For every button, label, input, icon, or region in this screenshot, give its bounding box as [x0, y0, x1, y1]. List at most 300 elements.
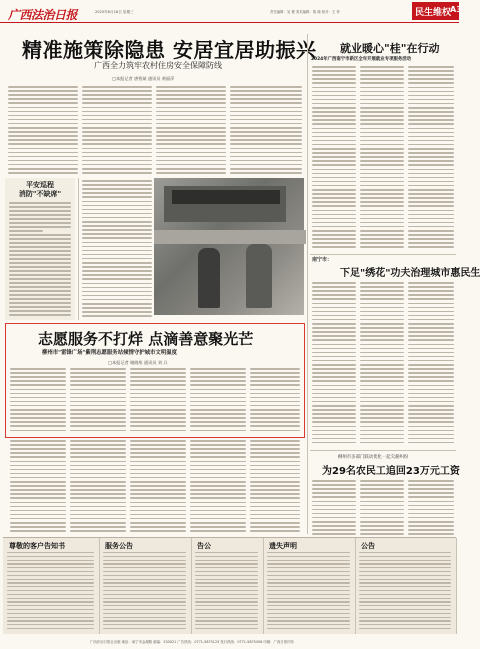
text-line [8, 98, 78, 100]
text-line [408, 294, 454, 296]
text-line [9, 262, 71, 264]
text-line [359, 613, 451, 614]
text-line [312, 181, 356, 183]
text-line [312, 230, 356, 232]
text-line [408, 529, 454, 531]
text-line [195, 582, 258, 583]
text-line [408, 74, 454, 76]
text-line [103, 617, 186, 618]
text-line [70, 368, 126, 370]
text-line [408, 103, 454, 105]
text-line [267, 567, 350, 568]
text-line [408, 303, 454, 305]
text-line [82, 139, 152, 141]
text-line [8, 123, 78, 125]
text-line [408, 505, 454, 507]
text-line [156, 152, 226, 154]
text-line [82, 172, 152, 174]
text-line [7, 556, 94, 557]
text-line [103, 609, 186, 610]
text-line [103, 582, 186, 583]
text-line [130, 440, 186, 442]
text-line [10, 485, 66, 487]
text-line [70, 493, 126, 495]
text-line [267, 586, 350, 587]
text-line [82, 242, 152, 244]
text-line [70, 456, 126, 458]
text-line [190, 444, 246, 446]
text-line [360, 323, 404, 325]
text-line [360, 201, 404, 203]
text-line [130, 409, 186, 411]
text-line [312, 205, 356, 207]
text-line [156, 86, 226, 88]
text-line [9, 266, 71, 268]
text-line [82, 115, 152, 117]
text-line [156, 164, 226, 166]
text-line [312, 103, 356, 105]
text-line [359, 556, 451, 557]
text-line [190, 506, 246, 508]
text-line [250, 473, 300, 475]
text-line [408, 331, 454, 333]
text-line [82, 246, 152, 248]
text-line [156, 102, 226, 104]
text-line [408, 323, 454, 325]
text-line [190, 465, 246, 467]
text-line [408, 480, 454, 482]
text-line [360, 246, 404, 248]
text-line [408, 87, 454, 89]
text-line [408, 517, 454, 519]
text-line [408, 99, 454, 101]
text-line [195, 560, 258, 561]
text-line [267, 579, 350, 580]
text-line [70, 380, 126, 382]
text-line [312, 405, 356, 407]
text-line [10, 444, 66, 446]
text-line [103, 628, 186, 629]
text-line [408, 82, 454, 84]
text-line [10, 502, 66, 504]
text-line [360, 82, 404, 84]
text-line [190, 430, 246, 432]
text-line [408, 115, 454, 117]
text-line [250, 506, 300, 508]
text-line [250, 380, 300, 382]
text-line [190, 421, 246, 423]
section-badge [412, 2, 462, 20]
text-line [10, 413, 66, 415]
text-line [70, 526, 126, 528]
text-line [70, 430, 126, 432]
text-line [312, 99, 356, 101]
text-line [195, 563, 258, 564]
text-line [103, 613, 186, 614]
text-line [82, 233, 152, 235]
text-line [82, 213, 152, 215]
text-line [360, 480, 404, 482]
text-line [360, 335, 404, 337]
text-line [9, 278, 71, 280]
text-line [70, 452, 126, 454]
text-line [103, 601, 186, 602]
text-line [250, 425, 300, 427]
text-line [250, 465, 300, 467]
text-line [230, 119, 302, 121]
text-line [360, 525, 404, 527]
text-line [130, 413, 186, 415]
text-line [70, 506, 126, 508]
text-line [360, 409, 404, 411]
text-line [312, 442, 356, 444]
text-line [312, 119, 356, 121]
text-line [408, 496, 454, 498]
text-line [312, 385, 356, 387]
text-line [230, 148, 302, 150]
text-line [312, 434, 356, 436]
text-line [250, 417, 300, 419]
text-line [408, 352, 454, 354]
text-line [408, 368, 454, 370]
text-line [360, 181, 404, 183]
text-line [360, 286, 404, 288]
text-line [8, 119, 78, 121]
text-line [408, 364, 454, 366]
text-line [267, 598, 350, 599]
text-line [408, 164, 454, 166]
text-line [195, 613, 258, 614]
text-line [360, 344, 404, 346]
text-line [190, 489, 246, 491]
text-line [408, 417, 454, 419]
ad-header: 公告 [361, 542, 375, 550]
text-line [267, 609, 350, 610]
text-line [190, 469, 246, 471]
text-line [195, 601, 258, 602]
text-line [190, 413, 246, 415]
text-line [312, 348, 356, 350]
text-line [82, 192, 152, 194]
text-line [312, 201, 356, 203]
text-line [130, 417, 186, 419]
text-line [360, 352, 404, 354]
text-line [360, 87, 404, 89]
text-line [408, 210, 454, 212]
text-line [82, 111, 152, 113]
text-line [267, 620, 350, 621]
right-top-subheadline: 2024年广西南宁市新区全年开展就业专项服务活动 [311, 57, 412, 62]
text-line [312, 290, 356, 292]
text-line [8, 94, 78, 96]
text-line [10, 465, 66, 467]
text-line [408, 492, 454, 494]
text-line [312, 380, 356, 382]
text-line [312, 521, 356, 523]
text-line [408, 111, 454, 113]
right-column-divider [307, 34, 308, 534]
text-line [190, 477, 246, 479]
text-line [250, 421, 300, 423]
text-line [408, 401, 454, 403]
text-line [359, 563, 451, 564]
text-line [312, 282, 356, 284]
text-line [130, 452, 186, 454]
text-line [82, 164, 152, 166]
text-line [312, 339, 356, 341]
text-line [70, 417, 126, 419]
text-line [408, 488, 454, 490]
text-line [195, 617, 258, 618]
text-line [408, 513, 454, 515]
text-line [156, 90, 226, 92]
text-line [156, 135, 226, 137]
text-line [360, 311, 404, 313]
column-divider [78, 178, 79, 320]
text-line [408, 360, 454, 362]
text-line [312, 66, 356, 68]
text-line [360, 144, 404, 146]
text-line [190, 380, 246, 382]
text-line [408, 315, 454, 317]
text-line [195, 552, 258, 553]
text-line [70, 448, 126, 450]
text-line [408, 380, 454, 382]
text-line [82, 188, 152, 190]
text-line [408, 123, 454, 125]
text-line [7, 613, 94, 614]
text-line [408, 409, 454, 411]
text-line [312, 438, 356, 440]
text-line [130, 368, 186, 370]
text-line [312, 226, 356, 228]
text-line [10, 510, 66, 512]
text-line [82, 180, 152, 182]
text-line [195, 598, 258, 599]
text-line [360, 442, 404, 444]
text-line [82, 205, 152, 207]
text-line [130, 384, 186, 386]
text-line [82, 258, 152, 260]
text-line [10, 393, 66, 395]
text-line [10, 493, 66, 495]
right-mid-headline: 下足"绣花"功夫治理城市惠民生 [340, 268, 480, 279]
text-line [312, 529, 356, 531]
text-line [312, 315, 356, 317]
text-line [82, 291, 152, 293]
text-line [408, 177, 454, 179]
text-line [312, 111, 356, 113]
text-line [360, 501, 404, 503]
text-line [8, 168, 78, 170]
text-line [359, 582, 451, 583]
text-line [408, 95, 454, 97]
ad-column [263, 538, 356, 634]
text-line [8, 152, 78, 154]
text-line [408, 160, 454, 162]
lead-subheadline: 广西全力筑牢农村住房安全保障防线 [94, 61, 222, 70]
text-line [267, 617, 350, 618]
ad-header: 服务公告 [105, 542, 133, 550]
text-line [230, 115, 302, 117]
text-line [312, 430, 356, 432]
text-line [359, 601, 451, 602]
text-line [360, 123, 404, 125]
classified-ads-band [3, 537, 456, 634]
text-line [360, 205, 404, 207]
text-line [250, 489, 300, 491]
text-line [195, 579, 258, 580]
text-line [10, 384, 66, 386]
text-line [130, 425, 186, 427]
text-line [8, 111, 78, 113]
text-line [130, 477, 186, 479]
text-line [408, 335, 454, 337]
text-line [360, 152, 404, 154]
text-line [360, 389, 404, 391]
text-line [408, 78, 454, 80]
text-line [70, 409, 126, 411]
text-line [230, 143, 302, 145]
text-line [156, 143, 226, 145]
text-line [130, 526, 186, 528]
text-line [312, 421, 356, 423]
text-line [408, 376, 454, 378]
text-line [312, 319, 356, 321]
text-line [359, 590, 451, 591]
text-line [190, 376, 246, 378]
text-line [312, 238, 356, 240]
text-line [408, 525, 454, 527]
text-line [10, 389, 66, 391]
text-line [130, 510, 186, 512]
text-line [312, 193, 356, 195]
text-line [408, 397, 454, 399]
text-line [312, 327, 356, 329]
text-line [312, 307, 356, 309]
text-line [103, 563, 186, 564]
text-line [7, 579, 94, 580]
text-line [408, 385, 454, 387]
text-line [230, 90, 302, 92]
text-line [312, 91, 356, 93]
text-line [82, 217, 152, 219]
text-line [408, 311, 454, 313]
page-code: A3 [450, 5, 462, 14]
text-line [250, 444, 300, 446]
text-line [103, 598, 186, 599]
text-line [312, 533, 356, 535]
text-line [360, 294, 404, 296]
text-line [312, 344, 356, 346]
text-line [360, 234, 404, 236]
feature-byline: □本报记者 谢晓彤 通讯员 刘 兵 [108, 360, 168, 365]
text-line [82, 278, 152, 280]
text-line [10, 456, 66, 458]
text-line [408, 222, 454, 224]
text-line [312, 78, 356, 80]
text-line [70, 465, 126, 467]
text-line [312, 323, 356, 325]
text-line [312, 210, 356, 212]
text-line [70, 469, 126, 471]
text-line [267, 571, 350, 572]
text-line [408, 434, 454, 436]
text-line [408, 290, 454, 292]
text-line [230, 164, 302, 166]
text-line [8, 90, 78, 92]
text-line [82, 270, 152, 272]
text-line [7, 590, 94, 591]
text-line [9, 314, 71, 316]
text-line [312, 517, 356, 519]
text-line [250, 526, 300, 528]
text-line [190, 522, 246, 524]
text-line [230, 168, 302, 170]
text-line [82, 90, 152, 92]
text-line [156, 156, 226, 158]
text-line [7, 582, 94, 583]
text-line [408, 421, 454, 423]
text-line [408, 413, 454, 415]
text-line [103, 579, 186, 580]
text-line [312, 286, 356, 288]
text-line [230, 172, 302, 174]
text-line [230, 156, 302, 158]
text-line [9, 270, 71, 272]
text-line [360, 380, 404, 382]
text-line [312, 364, 356, 366]
text-line [190, 368, 246, 370]
text-line [82, 250, 152, 252]
text-line [360, 417, 404, 419]
text-line [360, 517, 404, 519]
text-line [359, 609, 451, 610]
right-top-headline: 就业暖心"桂"在行动 [340, 42, 440, 55]
text-line [312, 501, 356, 503]
lead-byline: □本报记者 唐智斌 通讯员 黄丽萍 [112, 76, 175, 81]
text-line [408, 132, 454, 134]
text-line [8, 139, 78, 141]
text-line [360, 327, 404, 329]
text-line [103, 624, 186, 625]
section-name: 民生维权 [415, 8, 452, 18]
lead-headline: 精准施策除隐患 安居宜居助振兴 [22, 38, 317, 62]
text-line [70, 518, 126, 520]
text-line [9, 298, 71, 300]
text-line [70, 481, 126, 483]
text-line [408, 189, 454, 191]
text-line [359, 552, 451, 553]
text-line [7, 624, 94, 625]
text-line [70, 389, 126, 391]
text-line [359, 571, 451, 572]
right-bottom-kicker: 柳州市多部门联动优化一起欠薪纠纷 [338, 455, 409, 460]
text-line [360, 376, 404, 378]
text-line [267, 601, 350, 602]
text-line [70, 477, 126, 479]
text-line [8, 156, 78, 158]
text-line [408, 173, 454, 175]
text-line [312, 214, 356, 216]
text-line [190, 493, 246, 495]
text-line [82, 303, 152, 305]
text-line [360, 385, 404, 387]
text-line [195, 571, 258, 572]
text-line [312, 389, 356, 391]
text-line [130, 522, 186, 524]
text-line [190, 461, 246, 463]
